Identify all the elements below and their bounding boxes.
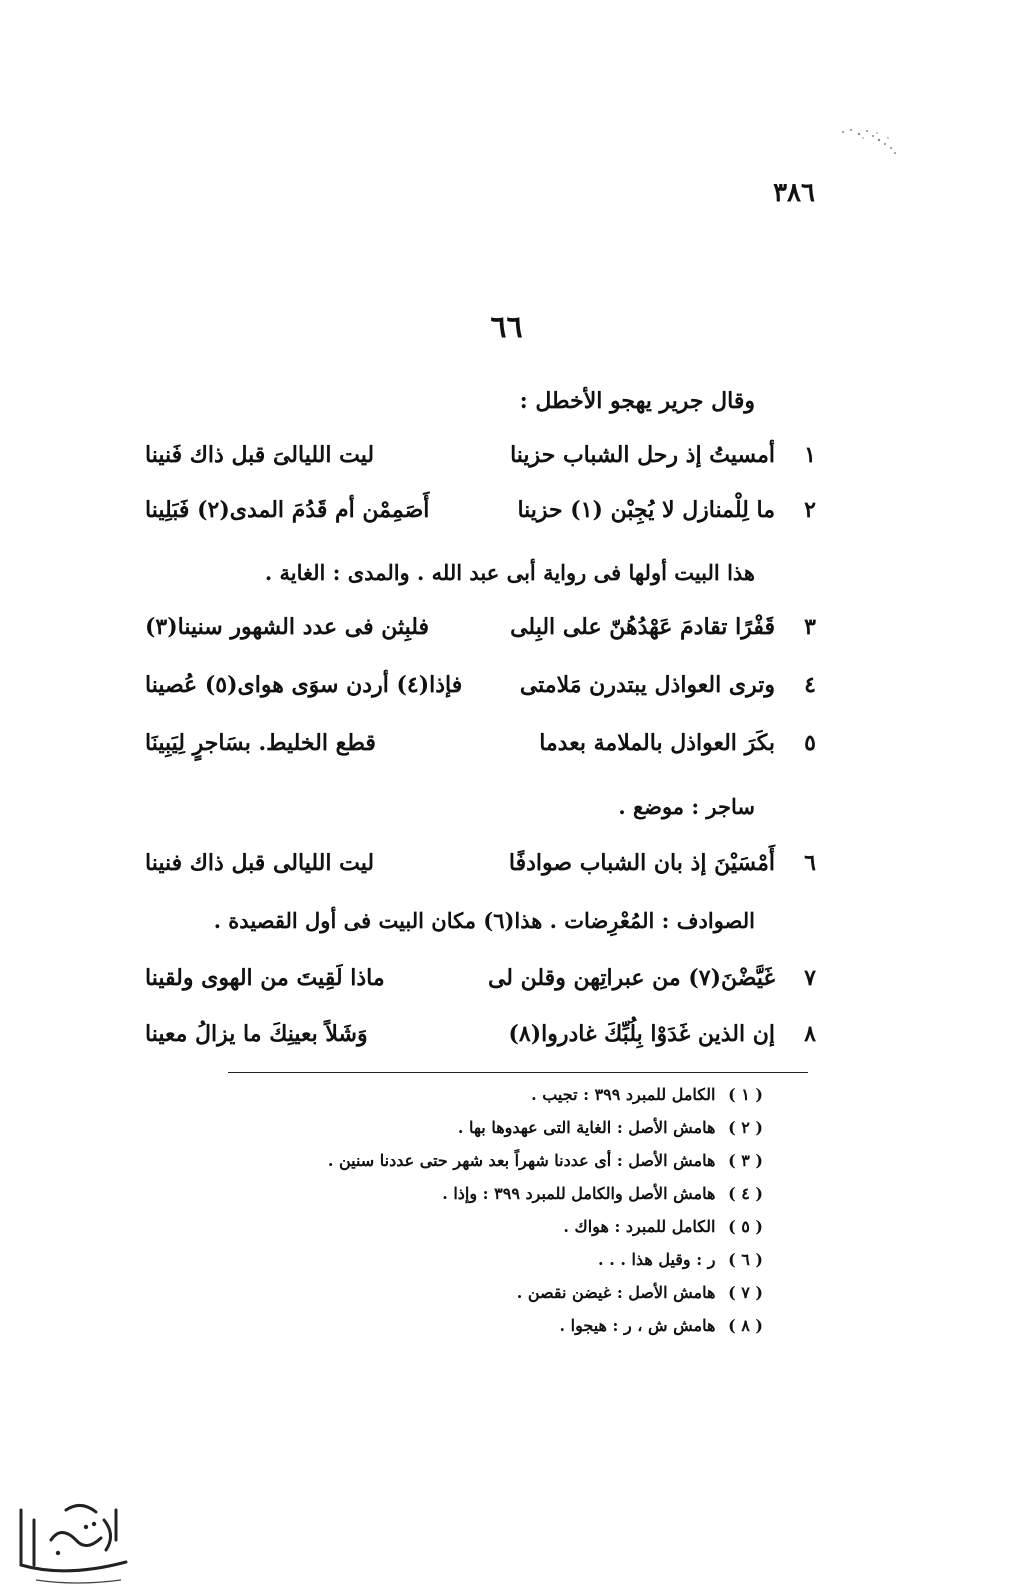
footnote-text: الكامل للمبرد ٣٩٩ : تجيب . <box>531 1085 716 1104</box>
verse-first-hemistich: أمسيتُ إذ رحل الشباب حزينا <box>510 442 775 468</box>
gloss-note: ساجر : موضع . <box>618 794 755 819</box>
footnote <box>563 1217 763 1236</box>
footnote-text: هامش ش ، ر : هيجوا . <box>559 1316 716 1335</box>
footnote-text: ر : وقيل هذا . . . <box>598 1250 716 1269</box>
verse-second-hemistich: ليت الليالى قبل ذاك فنينا <box>145 850 375 876</box>
footnote-text: هامش الأصل : الغاية التى عهدوها بها . <box>457 1118 716 1137</box>
footnote <box>328 1151 763 1170</box>
verse-number: ٨ <box>804 1021 816 1047</box>
footnote-text: الكامل للمبرد : هواك . <box>563 1217 716 1236</box>
verse-second-hemistich: وَشَلاً بعينِكَ ما يزالُ معينا <box>145 1021 368 1047</box>
footnote-number: ( ٥ ) <box>728 1217 763 1236</box>
verse-line <box>145 442 825 482</box>
verse-line <box>145 850 825 890</box>
footnote-text: هامش الأصل والكامل للمبرد ٣٩٩ : وإذا . <box>442 1184 716 1203</box>
verse-first-hemistich: إن الذين غَدَوْا بِلُبِّكَ غادروا(٨) <box>508 1021 775 1047</box>
footnote-number: ( ٨ ) <box>728 1316 763 1335</box>
verse-number: ٤ <box>804 672 816 698</box>
footnote <box>598 1250 763 1269</box>
verse-first-hemistich: غَيَّضْنَ(٧) من عبراتِهن وقلن لى <box>487 965 775 991</box>
footnote <box>442 1184 763 1203</box>
verse-second-hemistich: ماذا لَقِيتَ من الهوى ولقينا <box>145 965 385 991</box>
verse-second-hemistich: قطع الخليط. بسَاجرٍ لِيَبِينَا <box>145 730 376 756</box>
verse-number: ٦ <box>804 850 816 876</box>
footnote-divider <box>228 1072 808 1073</box>
gloss-note: الصوادف : المُعْرِضات . هذا(٦) مكان البيت فى أول القصيدة . <box>213 908 755 933</box>
footnote-text: هامش الأصل : أى عددنا شهراً بعد شهر حتى عددنا سنين . <box>327 1151 716 1170</box>
footnote <box>458 1118 763 1137</box>
verse-line <box>145 672 825 712</box>
footnote-number: ( ١ ) <box>728 1085 763 1104</box>
verse-second-hemistich: فإذا(٤) أردن سوَى هواى(٥) عُصينا <box>145 672 463 698</box>
footnote-number: ( ٦ ) <box>728 1250 763 1269</box>
verse-line <box>145 614 825 654</box>
footnote-number: ( ٧ ) <box>728 1283 763 1302</box>
calligraphy-seal-logo <box>6 1480 146 1590</box>
poem-intro: وقال جرير يهجو الأخطل : <box>519 388 755 414</box>
verse-first-hemistich: قَفْرًا تقادمَ عَهْدُهُنّ على البِلى <box>510 614 775 640</box>
footnote-number: ( ٢ ) <box>728 1118 763 1137</box>
gloss-note: هذا البيت أولها فى رواية أبى عبد الله . والمدى : الغاية . <box>264 560 755 585</box>
verse-first-hemistich: بكَرَ العواذل بالملامة بعدما <box>539 730 775 756</box>
verse-number: ٥ <box>804 730 816 756</box>
verse-line <box>145 497 825 537</box>
verse-number: ٣ <box>804 614 816 640</box>
footnote-text: هامش الأصل : غيضن نقصن . <box>516 1283 716 1302</box>
verse-line <box>145 730 825 770</box>
footnote <box>560 1316 763 1335</box>
verse-first-hemistich: ما لِلْمنازل لا يُجِبْن (١) حزينا <box>517 497 775 523</box>
verse-second-hemistich: ليت الليالىَ قبل ذاك فَنينا <box>145 442 375 468</box>
footnote <box>517 1283 763 1302</box>
verse-first-hemistich: وترى العواذل يبتدرن مَلامتى <box>519 672 775 698</box>
footnote-number: ( ٤ ) <box>728 1184 763 1203</box>
poem-number: ٦٦ <box>490 310 523 345</box>
verse-number: ٢ <box>804 497 816 523</box>
footnote <box>531 1085 763 1104</box>
verse-number: ١ <box>804 442 816 468</box>
page-number: ٣٨٦ <box>773 178 815 208</box>
verse-second-hemistich: أَصَمِمْن أم قَدُمَ المدى(٢) فَبَلِينا <box>145 497 430 523</box>
verse-first-hemistich: أَمْسَيْنَ إذ بان الشباب صوادفًا <box>508 850 775 876</box>
verse-line <box>145 965 825 1005</box>
verse-number: ٧ <box>804 965 816 991</box>
verse-second-hemistich: فلبِثن فى عدد الشهور سنينا(٣) <box>145 614 430 640</box>
verse-line <box>145 1021 825 1061</box>
footnote-number: ( ٣ ) <box>728 1151 763 1170</box>
scan-speckle <box>833 120 913 170</box>
